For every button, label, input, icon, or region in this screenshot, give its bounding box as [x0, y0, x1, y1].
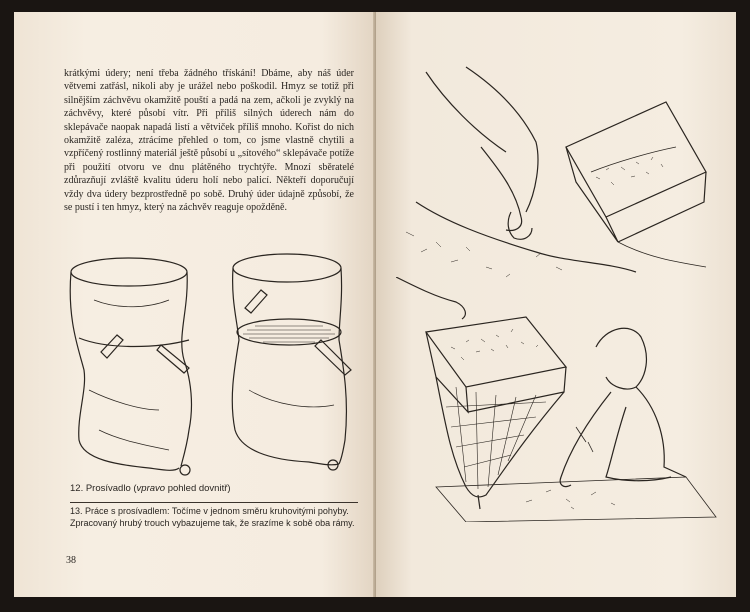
page-number: 38 [66, 555, 76, 566]
figure-13-caption: 13. Práce s prosívadlem: Točíme v jednom směru kruhovitými pohyby. Zpracovaný hrubý trouch vybazujeme tak, že srazíme k sobě oba rámy. [70, 506, 355, 528]
caption-12-italic: vpravo [136, 483, 166, 494]
caption-12-prefix: 12. Prosívadlo ( [70, 483, 137, 494]
left-page [14, 12, 376, 597]
right-page [376, 12, 736, 597]
sifting-bottom-illustration [396, 277, 726, 522]
body-text: krátkými údery; není třeba žádného třískání! Dbáme, aby náš úder větvemi zatřásl, nikoli aby je urážel nebo poškodil. Hmyz se totiž při silnějším záchvěvu okamžitě pouští a padá na zem, ačkoli je zvyklý na záchvěvy, které působí vítr. Při příliš silných úderech nám do sklepávače naopak napadá listí a větviček příliš mnoho. Kořist do nich okamžitě zaléza, ztrácíme přehled o tom, co jsme vlastně chytili a vzpříčený rostlinný materiál ještě působí u „sítového“ sklepávače potíže při použití otvoru ve dnu plátěného trychtýře. Mnozí sběratelé zdůrazňují zvláště kvalitu úderu holí nebo palicí. Někteří doporučují vždy dva údery bezprostředně po sobě. Druhý úder údajně způsobí, že se pustí i ten hmyz, který na záchvěv reaguje opožděně. [64, 68, 354, 214]
caption-12-suffix: pohled dovnitř) [165, 483, 231, 494]
sieve-illustration [49, 240, 369, 485]
sifting-top-illustration [406, 52, 726, 292]
book-spread [14, 12, 736, 597]
caption-divider [70, 502, 358, 503]
figure-12-caption [70, 483, 231, 494]
